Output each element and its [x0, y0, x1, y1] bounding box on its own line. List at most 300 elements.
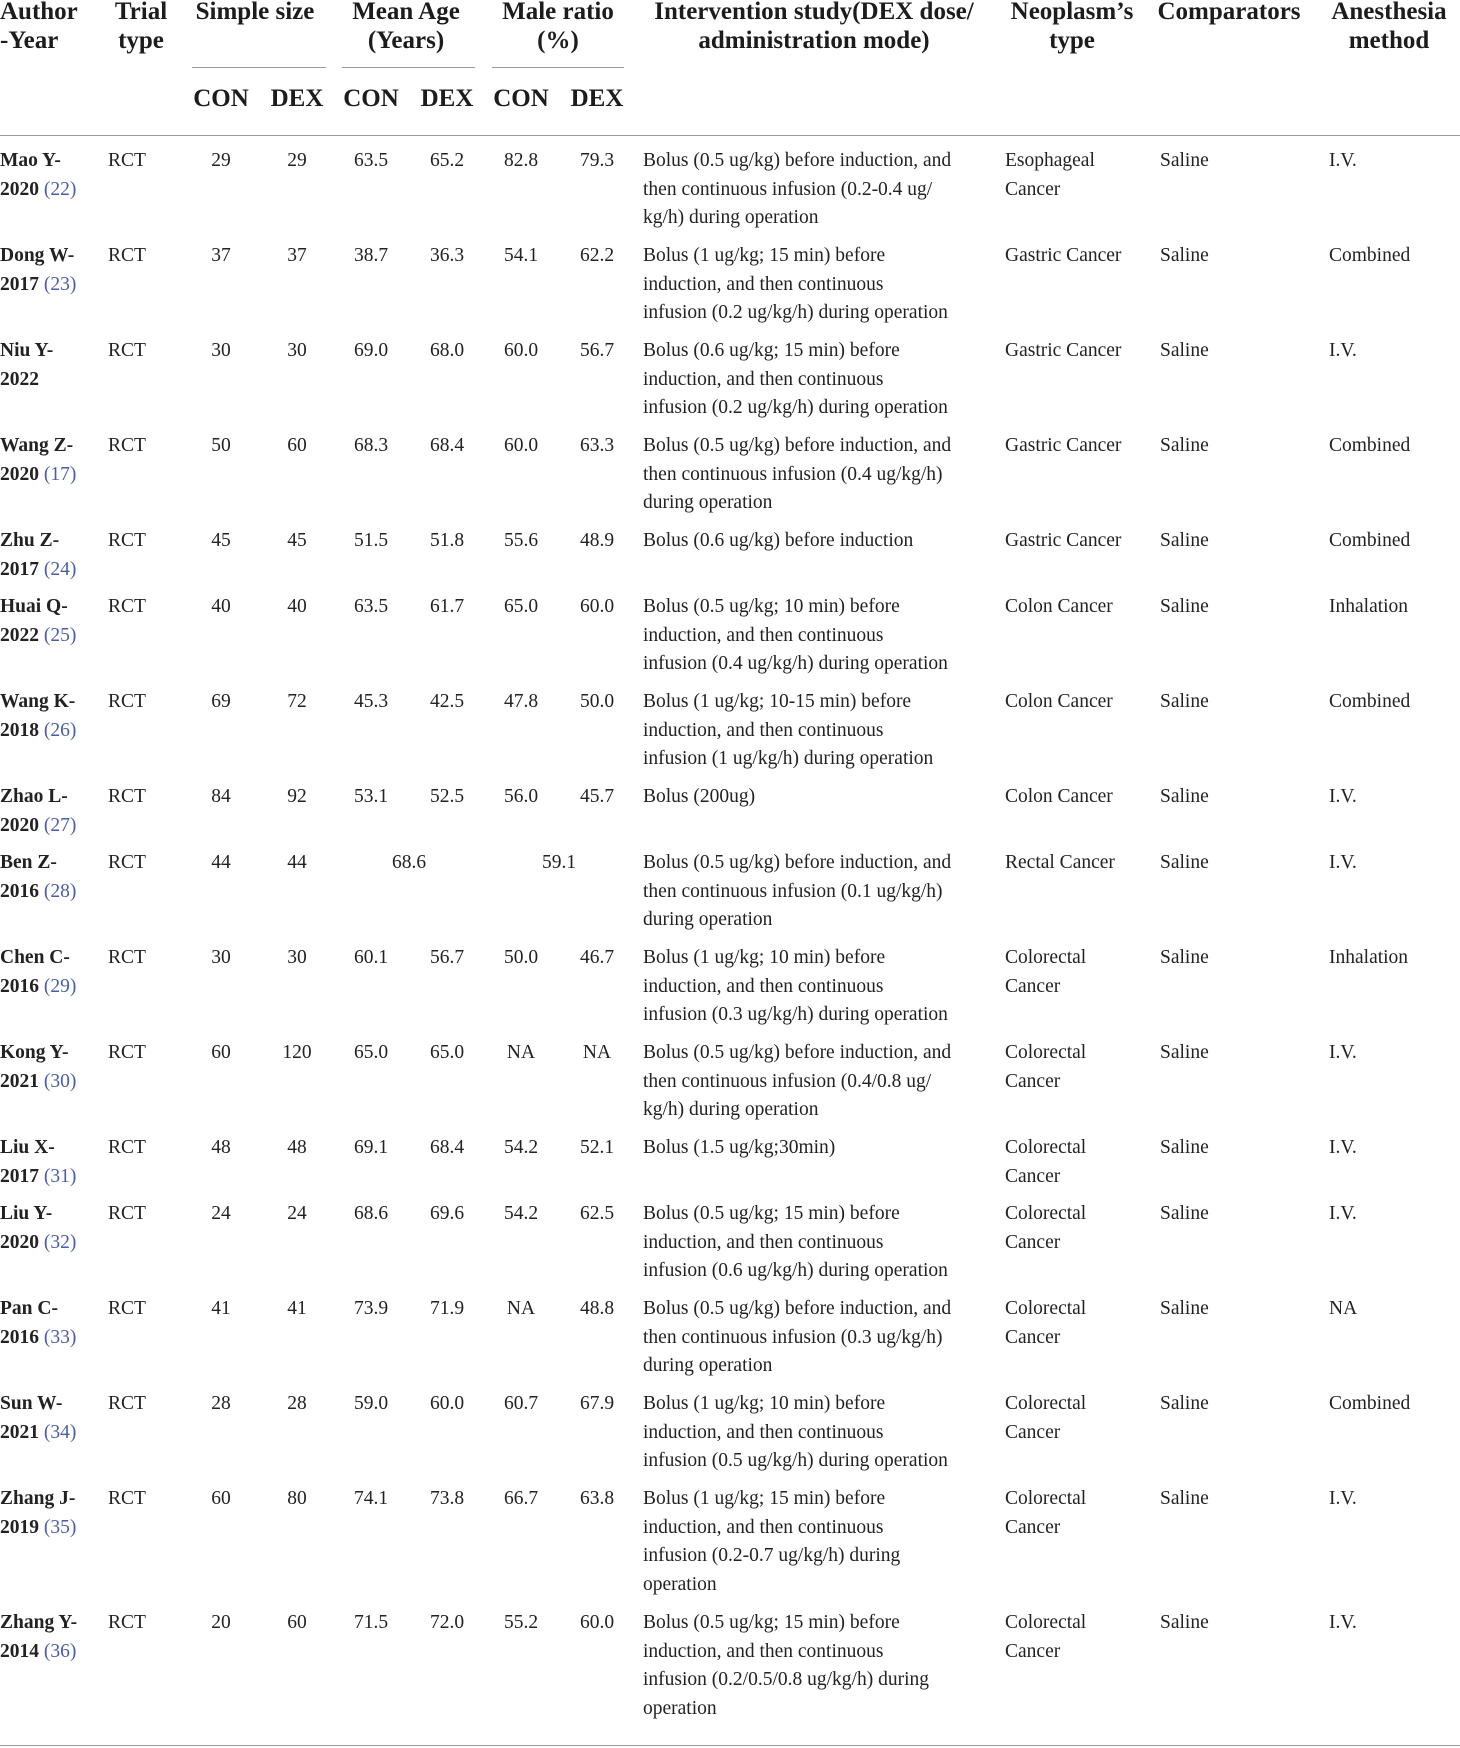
- author-year: [0, 1419, 96, 1448]
- cell-intervention: [643, 1134, 998, 1163]
- cell-author: [0, 337, 96, 394]
- cell-author: [0, 849, 96, 906]
- group-underline-male: [492, 67, 624, 68]
- cell-male-con: 55.2: [503, 1612, 539, 1633]
- cell-trial-type: RCT: [108, 691, 146, 712]
- reference-paren: (: [39, 1326, 51, 1348]
- cell-anesthesia: Combined: [1329, 1393, 1411, 1414]
- bottom-rule: [0, 1745, 1460, 1746]
- reference-paren: ): [69, 1165, 77, 1187]
- year: 2020: [0, 178, 39, 200]
- intervention-line: infusion (0.4 ug/kg/h) during operation: [643, 653, 948, 674]
- neoplasm-line: Cancer: [1005, 975, 1061, 997]
- cell-neoplasm: [1005, 337, 1145, 366]
- neoplasm-line: Colorectal: [1005, 1137, 1087, 1158]
- cell-male-con: 82.8: [503, 150, 539, 171]
- header-neoplasm-line1: Neoplasm’s: [1010, 0, 1134, 25]
- neoplasm-line: Colorectal: [1005, 947, 1087, 968]
- cell-anesthesia: I.V.: [1329, 852, 1357, 873]
- cell-age-dex: 36.3: [429, 245, 465, 266]
- cell-sample-dex: 28: [287, 1393, 307, 1414]
- cell-sample-dex: 41: [287, 1298, 307, 1319]
- cell-sample-dex: 120: [282, 1042, 312, 1063]
- intervention-line: infusion (0.2/0.5/0.8 ug/kg/h) during: [643, 1669, 929, 1690]
- header-male-ratio: [488, 0, 628, 55]
- cell-male-dex: 50.0: [579, 691, 615, 712]
- cell-age-con: 63.5: [353, 596, 389, 617]
- reference-link[interactable]: 27: [50, 814, 70, 836]
- cell-neoplasm: [1005, 1200, 1145, 1257]
- header-author-line1: Author: [0, 0, 78, 25]
- neoplasm-line: Colon Cancer: [1005, 691, 1113, 712]
- reference-paren: ): [69, 558, 77, 580]
- cell-comparator: Saline: [1160, 1393, 1209, 1414]
- reference-paren: (: [39, 1231, 51, 1253]
- intervention-line: Bolus (0.6 ug/kg) before induction: [643, 530, 914, 551]
- reference-link[interactable]: 24: [50, 558, 70, 580]
- header-trial-line2: type: [118, 27, 164, 54]
- intervention-line: Bolus (1 ug/kg; 15 min) before: [643, 1488, 886, 1509]
- cell-sample-con: 45: [211, 530, 231, 551]
- header-anesthesia-line1: Anesthesia: [1331, 0, 1447, 25]
- cell-age-con: 68.3: [353, 435, 389, 456]
- neoplasm-line: Cancer: [1005, 1516, 1061, 1538]
- intervention-line: induction, and then continuous: [643, 719, 884, 741]
- reference-paren: (: [39, 463, 51, 485]
- intervention-line: Bolus (0.6 ug/kg; 15 min) before: [643, 340, 900, 361]
- reference-paren: ): [69, 1070, 77, 1092]
- header-rule: [0, 135, 1460, 136]
- intervention-line: infusion (0.6 ug/kg/h) during operation: [643, 1260, 948, 1281]
- cell-male-dex: 63.3: [579, 435, 615, 456]
- cell-sample-con: 60: [211, 1488, 231, 1509]
- cell-trial-type: RCT: [108, 1298, 146, 1319]
- cell-age-dex: 65.2: [429, 150, 465, 171]
- cell-sample-dex: 30: [287, 340, 307, 361]
- author-year: [0, 1163, 96, 1192]
- reference-link[interactable]: 34: [50, 1421, 70, 1443]
- reference-link[interactable]: 26: [50, 719, 70, 741]
- cell-male-dex: 48.9: [579, 530, 615, 551]
- cell-author: [0, 688, 96, 745]
- author-year: [0, 1638, 96, 1667]
- cell-sample-dex: 30: [287, 947, 307, 968]
- author-year: [0, 176, 96, 205]
- reference-paren: (: [39, 880, 51, 902]
- neoplasm-line: Cancer: [1005, 1640, 1061, 1662]
- header-trial-type: [96, 0, 186, 55]
- cell-male-con: 54.2: [503, 1137, 539, 1158]
- year: 2020: [0, 814, 39, 836]
- cell-age-dex: 51.8: [429, 530, 465, 551]
- intervention-line: Bolus (0.5 ug/kg) before induction, and: [643, 1042, 952, 1063]
- author-name: Chen C-: [0, 947, 70, 968]
- header-mean-age: [336, 0, 476, 55]
- reference-paren: ): [69, 975, 77, 997]
- cell-comparator: Saline: [1160, 340, 1209, 361]
- cell-neoplasm: [1005, 1039, 1145, 1096]
- cell-sample-dex: 37: [287, 245, 307, 266]
- reference-link[interactable]: 33: [50, 1326, 70, 1348]
- cell-male-dex: 63.8: [579, 1488, 615, 1509]
- cell-trial-type: RCT: [108, 245, 146, 266]
- cell-author: [0, 1485, 96, 1542]
- author-year: [0, 461, 96, 490]
- intervention-line: operation: [643, 1697, 717, 1719]
- cell-anesthesia: Combined: [1329, 435, 1411, 456]
- neoplasm-line: Cancer: [1005, 1326, 1061, 1348]
- author-name: Dong W-: [0, 245, 75, 266]
- intervention-line: Bolus (1 ug/kg; 10-15 min) before: [643, 691, 912, 712]
- cell-trial-type: RCT: [108, 596, 146, 617]
- cell-age-dex: 68.4: [429, 435, 465, 456]
- cell-sample-con: 40: [211, 596, 231, 617]
- author-name: Kong Y-: [0, 1042, 69, 1063]
- cell-intervention: [643, 783, 998, 812]
- cell-sample-con: 30: [211, 340, 231, 361]
- cell-male-dex: 45.7: [579, 786, 615, 807]
- reference-paren: (: [39, 624, 51, 646]
- cell-author: [0, 944, 96, 1001]
- cell-sample-dex: 80: [287, 1488, 307, 1509]
- neoplasm-line: Gastric Cancer: [1005, 340, 1122, 361]
- cell-sample-dex: 29: [287, 150, 307, 171]
- reference-link[interactable]: 29: [50, 975, 70, 997]
- intervention-line: induction, and then continuous: [643, 975, 884, 997]
- cell-comparator: Saline: [1160, 786, 1209, 807]
- intervention-line: infusion (0.5 ug/kg/h) during operation: [643, 1450, 948, 1471]
- intervention-line: Bolus (1 ug/kg; 10 min) before: [643, 1393, 886, 1414]
- cell-age-con: 73.9: [353, 1298, 389, 1319]
- cell-intervention: [643, 432, 998, 518]
- intervention-line: induction, and then continuous: [643, 368, 884, 390]
- cell-author: [0, 1039, 96, 1096]
- cell-age-dex: 56.7: [429, 947, 465, 968]
- neoplasm-line: Colon Cancer: [1005, 786, 1113, 807]
- cell-male-con: 47.8: [503, 691, 539, 712]
- intervention-line: operation: [643, 1573, 717, 1595]
- reference-paren: (: [39, 178, 51, 200]
- neoplasm-line: Cancer: [1005, 178, 1061, 200]
- cell-comparator: Saline: [1160, 691, 1209, 712]
- cell-age-con: 71.5: [353, 1612, 389, 1633]
- cell-intervention: [643, 1485, 998, 1599]
- cell-age-dex: 68.0: [429, 340, 465, 361]
- intervention-line: Bolus (0.5 ug/kg; 15 min) before: [643, 1612, 900, 1633]
- neoplasm-line: Cancer: [1005, 1231, 1061, 1253]
- cell-male-dex: 48.8: [579, 1298, 615, 1319]
- header-male-line2: (%): [537, 27, 579, 54]
- cell-age-dex: 69.6: [429, 1203, 465, 1224]
- cell-intervention: [643, 944, 998, 1030]
- cell-neoplasm: [1005, 849, 1145, 878]
- cell-age-dex: 68.4: [429, 1137, 465, 1158]
- intervention-line: induction, and then continuous: [643, 273, 884, 295]
- reference-link[interactable]: 31: [50, 1165, 70, 1187]
- intervention-line: Bolus (1 ug/kg; 10 min) before: [643, 947, 886, 968]
- cell-trial-type: RCT: [108, 786, 146, 807]
- reference-paren: ): [69, 463, 77, 485]
- cell-sample-dex: 40: [287, 596, 307, 617]
- header-author-year: [0, 0, 100, 55]
- cell-trial-type: RCT: [108, 435, 146, 456]
- header-intervention: [640, 0, 988, 55]
- author-year: [0, 812, 96, 841]
- cell-trial-type: RCT: [108, 1137, 146, 1158]
- cell-trial-type: RCT: [108, 1042, 146, 1063]
- cell-anesthesia: I.V.: [1329, 1137, 1357, 1158]
- author-year: [0, 271, 96, 300]
- author-year: [0, 1514, 96, 1543]
- cell-trial-type: RCT: [108, 852, 146, 873]
- intervention-line: then continuous infusion (0.2-0.4 ug/: [643, 178, 933, 200]
- cell-intervention: [643, 1295, 998, 1381]
- author-name: Ben Z-: [0, 852, 57, 873]
- cell-comparator: Saline: [1160, 435, 1209, 456]
- cell-age-con: 69.1: [353, 1137, 389, 1158]
- header-intervention-line1: Intervention study(DEX dose/: [654, 0, 974, 25]
- intervention-line: infusion (1 ug/kg/h) during operation: [643, 748, 934, 769]
- cell-neoplasm: [1005, 432, 1145, 461]
- year: 2021: [0, 1070, 39, 1092]
- intervention-line: infusion (0.2 ug/kg/h) during operation: [643, 397, 948, 418]
- neoplasm-line: Colorectal: [1005, 1393, 1087, 1414]
- author-year: [0, 622, 96, 651]
- cell-age-con: 63.5: [353, 150, 389, 171]
- cell-neoplasm: [1005, 1390, 1145, 1447]
- author-year: [0, 1324, 96, 1353]
- reference-paren: (: [39, 1165, 51, 1187]
- author-name: Liu Y-: [0, 1203, 53, 1224]
- cell-age-con: 68.6: [353, 1203, 389, 1224]
- cell-sample-con: 30: [211, 947, 231, 968]
- cell-male-dex: NA: [582, 1042, 612, 1063]
- cell-age-dex: 42.5: [429, 691, 465, 712]
- cell-age-dex: 73.8: [429, 1488, 465, 1509]
- author-year: [0, 1229, 96, 1258]
- cell-male-dex: 79.3: [579, 150, 615, 171]
- reference-link[interactable]: 32: [50, 1231, 70, 1253]
- cell-age-con: 59.0: [353, 1393, 389, 1414]
- cell-male-con: NA: [506, 1298, 536, 1319]
- cell-male-dex: 56.7: [579, 340, 615, 361]
- cell-trial-type: RCT: [108, 530, 146, 551]
- author-name: Mao Y-: [0, 150, 61, 171]
- header-comparators: Comparators: [1157, 0, 1301, 25]
- reference-paren: ): [69, 273, 77, 295]
- sub-sample-con: CON: [193, 85, 249, 112]
- author-name: Sun W-: [0, 1393, 63, 1414]
- cell-author: [0, 1134, 96, 1191]
- reference-paren: (: [39, 719, 51, 741]
- cell-sample-con: 20: [211, 1612, 231, 1633]
- cell-comparator: Saline: [1160, 1612, 1209, 1633]
- cell-anesthesia: Inhalation: [1329, 596, 1409, 617]
- reference-paren: (: [39, 1640, 51, 1662]
- cell-sample-dex: 92: [287, 786, 307, 807]
- cell-age-con: 60.1: [353, 947, 389, 968]
- cell-trial-type: RCT: [108, 150, 146, 171]
- cell-neoplasm: [1005, 147, 1145, 204]
- reference-link[interactable]: 25: [50, 624, 70, 646]
- author-year: [0, 556, 96, 585]
- cell-age-dex: 60.0: [429, 1393, 465, 1414]
- intervention-line: then continuous infusion (0.1 ug/kg/h): [643, 880, 943, 902]
- cell-sample-dex: 24: [287, 1203, 307, 1224]
- cell-age-merged: 68.6: [391, 852, 427, 873]
- header-anesthesia-line2: method: [1348, 27, 1430, 54]
- cell-anesthesia: I.V.: [1329, 340, 1357, 361]
- cell-sample-dex: 48: [287, 1137, 307, 1158]
- year: 2014: [0, 1640, 39, 1662]
- sub-age-con: CON: [343, 85, 399, 112]
- neoplasm-line: Rectal Cancer: [1005, 852, 1115, 873]
- cell-intervention: [643, 688, 998, 774]
- cell-neoplasm: [1005, 688, 1145, 717]
- neoplasm-line: Colorectal: [1005, 1488, 1087, 1509]
- sub-male-dex: DEX: [570, 85, 624, 112]
- author-year: [0, 1068, 96, 1097]
- cell-author: [0, 242, 96, 299]
- intervention-line: infusion (0.2 ug/kg/h) during operation: [643, 302, 948, 323]
- intervention-line: Bolus (1 ug/kg; 15 min) before: [643, 245, 886, 266]
- cell-intervention: [643, 1390, 998, 1476]
- intervention-line: induction, and then continuous: [643, 1421, 884, 1443]
- group-underline-age: [342, 67, 475, 68]
- cell-male-con: 60.7: [503, 1393, 539, 1414]
- year: 2020: [0, 463, 39, 485]
- reference-paren: (: [39, 1421, 51, 1443]
- reference-paren: ): [69, 880, 77, 902]
- cell-trial-type: RCT: [108, 1203, 146, 1224]
- author-name: Zhao L-: [0, 786, 68, 807]
- reference-link[interactable]: 35: [50, 1516, 70, 1538]
- cell-male-dex: 52.1: [579, 1137, 615, 1158]
- cell-neoplasm: [1005, 944, 1145, 1001]
- cell-sample-con: 24: [211, 1203, 231, 1224]
- cell-age-con: 53.1: [353, 786, 389, 807]
- cell-sample-con: 37: [211, 245, 231, 266]
- reference-link[interactable]: 28: [50, 880, 70, 902]
- cell-trial-type: RCT: [108, 1393, 146, 1414]
- cell-intervention: [643, 527, 998, 556]
- cell-neoplasm: [1005, 1485, 1145, 1542]
- sub-age-dex: DEX: [420, 85, 474, 112]
- cell-comparator: Saline: [1160, 1042, 1209, 1063]
- cell-male-dex: 60.0: [579, 1612, 615, 1633]
- neoplasm-line: Colorectal: [1005, 1203, 1087, 1224]
- cell-age-con: 74.1: [353, 1488, 389, 1509]
- intervention-line: infusion (0.3 ug/kg/h) during operation: [643, 1004, 948, 1025]
- neoplasm-line: Cancer: [1005, 1421, 1061, 1443]
- year: 2022: [0, 368, 39, 390]
- cell-sample-con: 50: [211, 435, 231, 456]
- intervention-line: Bolus (0.5 ug/kg) before induction, and: [643, 435, 952, 456]
- header-author-line2: -Year: [0, 27, 59, 54]
- cell-author: [0, 1200, 96, 1257]
- intervention-line: Bolus (0.5 ug/kg; 15 min) before: [643, 1203, 900, 1224]
- reference-paren: ): [69, 1421, 77, 1443]
- cell-author: [0, 147, 96, 204]
- cell-sample-con: 41: [211, 1298, 231, 1319]
- cell-comparator: Saline: [1160, 1203, 1209, 1224]
- sub-male-con: CON: [493, 85, 549, 112]
- group-underline-sample: [192, 67, 326, 68]
- cell-male-dex: 67.9: [579, 1393, 615, 1414]
- cell-sample-con: 69: [211, 691, 231, 712]
- header-neoplasm: [1002, 0, 1142, 55]
- cell-anesthesia: I.V.: [1329, 786, 1357, 807]
- cell-author: [0, 432, 96, 489]
- reference-paren: ): [69, 1231, 77, 1253]
- reference-link[interactable]: 36: [50, 1640, 70, 1662]
- cell-anesthesia: I.V.: [1329, 1488, 1357, 1509]
- author-name: Zhu Z-: [0, 530, 60, 551]
- author-year: [0, 878, 96, 907]
- cell-male-dex: 62.2: [579, 245, 615, 266]
- cell-male-dex: 60.0: [579, 596, 615, 617]
- intervention-line: then continuous infusion (0.4/0.8 ug/: [643, 1070, 932, 1092]
- intervention-line: induction, and then continuous: [643, 1516, 884, 1538]
- reference-paren: (: [39, 814, 51, 836]
- reference-link[interactable]: 23: [50, 273, 70, 295]
- reference-paren: (: [39, 1070, 51, 1092]
- cell-age-con: 65.0: [353, 1042, 389, 1063]
- cell-comparator: Saline: [1160, 1298, 1209, 1319]
- cell-male-merged: 59.1: [541, 852, 577, 873]
- intervention-line: infusion (0.2-0.7 ug/kg/h) during: [643, 1545, 901, 1566]
- header-neoplasm-line2: type: [1049, 27, 1095, 54]
- header-male-line1: Male ratio: [502, 0, 614, 25]
- reference-link[interactable]: 17: [50, 463, 70, 485]
- intervention-line: Bolus (0.5 ug/kg) before induction, and: [643, 852, 952, 873]
- reference-link[interactable]: 30: [50, 1070, 70, 1092]
- cell-author: [0, 527, 96, 584]
- cell-intervention: [643, 337, 998, 423]
- cell-intervention: [643, 849, 998, 935]
- cell-sample-con: 29: [211, 150, 231, 171]
- cell-intervention: [643, 242, 998, 328]
- cell-author: [0, 1390, 96, 1447]
- cell-trial-type: RCT: [108, 340, 146, 361]
- neoplasm-line: Gastric Cancer: [1005, 530, 1122, 551]
- cell-sample-dex: 44: [287, 852, 307, 873]
- header-sample-size: Simple size: [195, 0, 315, 25]
- cell-neoplasm: [1005, 593, 1145, 622]
- intervention-line: induction, and then continuous: [643, 1640, 884, 1662]
- author-name: Niu Y-: [0, 340, 54, 361]
- author-name: Wang Z-: [0, 435, 74, 456]
- neoplasm-line: Gastric Cancer: [1005, 245, 1122, 266]
- cell-neoplasm: [1005, 1134, 1145, 1191]
- author-name: Huai Q-: [0, 596, 68, 617]
- cell-comparator: Saline: [1160, 245, 1209, 266]
- year: 2017: [0, 273, 39, 295]
- author-year: [0, 366, 96, 395]
- cell-neoplasm: [1005, 783, 1145, 812]
- reference-link[interactable]: 22: [50, 178, 70, 200]
- cell-age-con: 45.3: [353, 691, 389, 712]
- cell-sample-con: 84: [211, 786, 231, 807]
- author-year: [0, 717, 96, 746]
- year: 2016: [0, 1326, 39, 1348]
- cell-comparator: Saline: [1160, 852, 1209, 873]
- intervention-line: kg/h) during operation: [643, 207, 819, 228]
- cell-male-con: 56.0: [503, 786, 539, 807]
- cell-anesthesia: I.V.: [1329, 1612, 1357, 1633]
- neoplasm-line: Cancer: [1005, 1070, 1061, 1092]
- intervention-line: during operation: [643, 492, 773, 513]
